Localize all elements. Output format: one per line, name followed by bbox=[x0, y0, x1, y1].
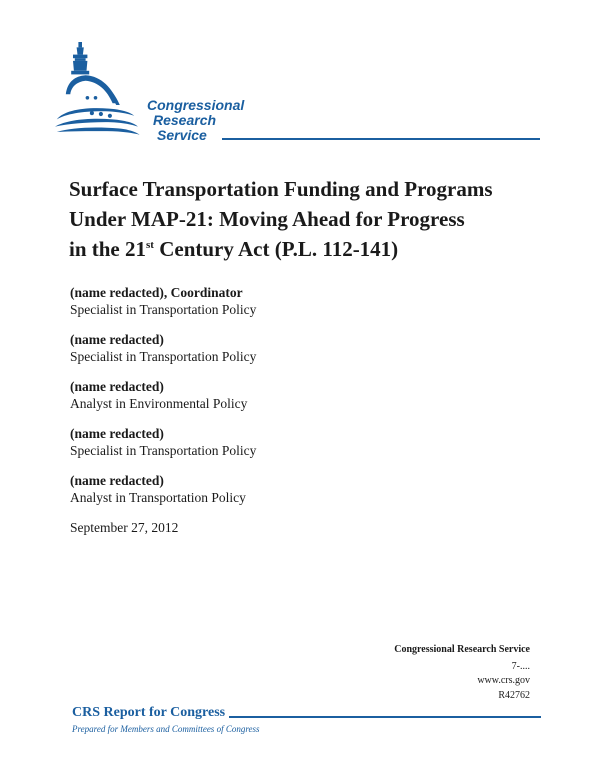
author-entry bbox=[70, 378, 470, 412]
crs-logo-wordmark bbox=[147, 98, 244, 143]
title-line-1: Surface Transportation Funding and Programs bbox=[69, 177, 493, 201]
title-line-3-pre: in the 21 bbox=[69, 237, 147, 261]
author-role: Specialist in Transportation Policy bbox=[70, 443, 257, 458]
author-entry bbox=[70, 425, 470, 459]
author-entry bbox=[70, 284, 470, 318]
title-line-2: Under MAP-21: Moving Ahead for Progress bbox=[69, 207, 465, 231]
report-date: September 27, 2012 bbox=[70, 520, 179, 535]
footer-report-number: R42762 bbox=[498, 689, 530, 701]
logo-line-service: Service bbox=[157, 127, 207, 143]
author-role: Analyst in Transportation Policy bbox=[70, 490, 246, 505]
report-title bbox=[69, 174, 569, 264]
author-entry bbox=[70, 331, 470, 365]
logo-line-congressional: Congressional bbox=[147, 97, 245, 113]
author-role: Analyst in Environmental Policy bbox=[70, 396, 248, 411]
author-name: (name redacted) bbox=[70, 332, 164, 347]
footer-phone: 7-.... bbox=[511, 660, 530, 672]
author-role: Specialist in Transportation Policy bbox=[70, 349, 257, 364]
author-role: Specialist in Transportation Policy bbox=[70, 302, 257, 317]
footer-rule bbox=[229, 716, 541, 718]
crs-report-label: CRS Report for Congress bbox=[72, 705, 226, 720]
footer-org: Congressional Research Service bbox=[394, 644, 530, 655]
header-rule bbox=[222, 138, 540, 140]
author-and-date-block bbox=[70, 284, 470, 536]
prepared-for-label: Prepared for Members and Committees of Congress bbox=[72, 724, 260, 734]
capitol-dome-icon bbox=[55, 42, 145, 142]
title-superscript: st bbox=[146, 239, 154, 251]
title-line-3 bbox=[69, 234, 569, 264]
author-name: (name redacted) bbox=[70, 379, 164, 394]
author-name: (name redacted) bbox=[70, 473, 164, 488]
title-line-3-post: Century Act (P.L. 112-141) bbox=[153, 237, 399, 261]
author-entry bbox=[70, 472, 470, 506]
author-name: (name redacted), Coordinator bbox=[70, 285, 243, 300]
footer-info bbox=[394, 643, 530, 703]
logo-line-research: Research bbox=[153, 112, 217, 128]
author-name: (name redacted) bbox=[70, 426, 164, 441]
footer-website-link[interactable]: www.crs.gov bbox=[477, 675, 530, 686]
